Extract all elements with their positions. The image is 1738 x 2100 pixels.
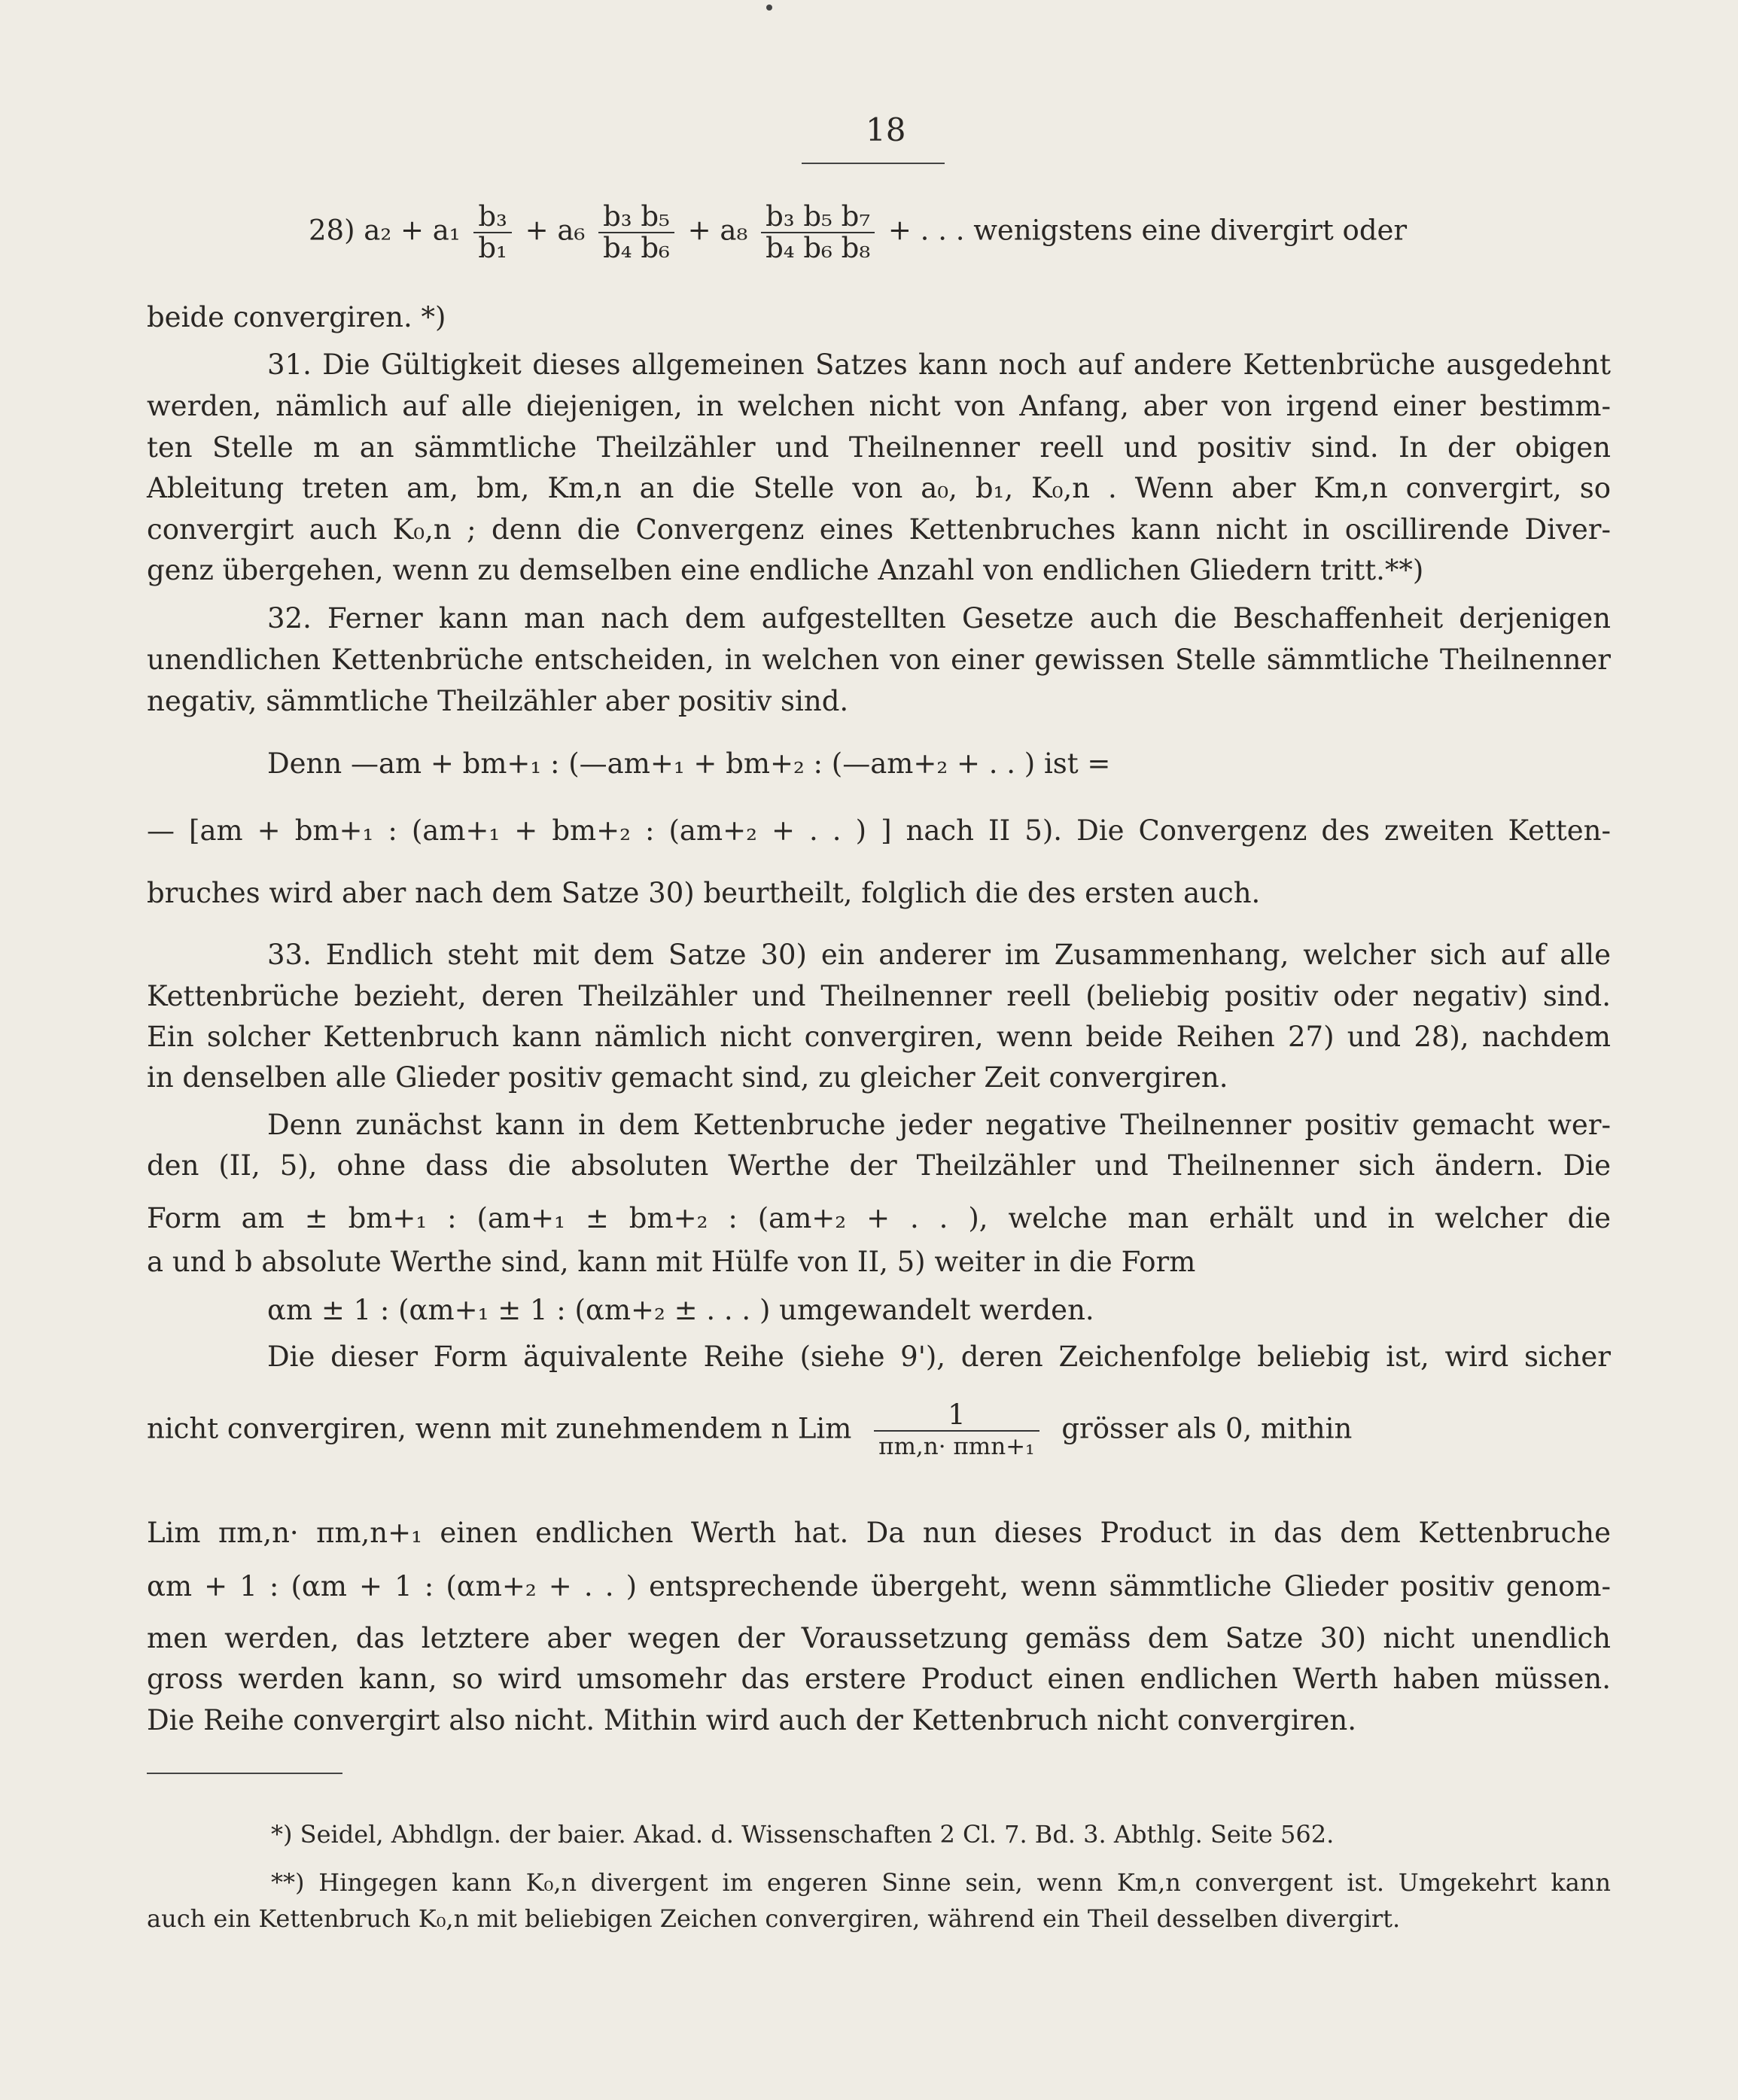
text-line: beide convergiren. *)	[147, 301, 446, 333]
equation-line: — [am + bm+₁ : (am+₁ + bm+₂ : (am+₂ + . . ) ] nach II 5). Die Convergenz des zweiten Ketten-	[147, 814, 1611, 847]
text-line: 31. Die Gültigkeit dieses allgemeinen Satzes kann noch auf andere Kettenbrüche ausgedehnt	[267, 348, 1611, 381]
text-line: αm + 1 : (αm + 1 : (αm+₂ + . . ) entsprechende übergeht, wenn sämmtliche Glieder positiv genom-	[147, 1570, 1611, 1602]
text-line: Die dieser Form äquivalente Reihe (siehe 9'), deren Zeichenfolge beliebig ist, wird sicher	[267, 1341, 1611, 1373]
eq-label: 28)	[309, 214, 355, 247]
equation-line: αm ± 1 : (αm+₁ ± 1 : (αm+₂ ± . . . ) umgewandelt werden.	[267, 1294, 1094, 1326]
fraction-1	[473, 202, 512, 263]
text-line: 33. Endlich steht mit dem Satze 30) ein anderer im Zusammenhang, welcher sich auf alle	[267, 939, 1611, 971]
fraction-1-den: b₁	[478, 232, 507, 264]
speck	[766, 5, 772, 11]
text-line: genz übergehen, wenn zu demselben eine endliche Anzahl von endlichen Gliedern tritt.**)	[147, 554, 1424, 586]
text-line: ten Stelle m an sämmtliche Theilzähler und Theilnenner reell und positiv sind. In der obigen	[147, 431, 1611, 464]
footnote: *) Seidel, Abhdlgn. der baier. Akad. d. Wissenschaften 2 Cl. 7. Bd. 3. Abthlg. Seite 562.	[271, 1820, 1335, 1849]
limit-fraction-den: πm,n· πmn+₁	[878, 1433, 1035, 1460]
footnote: **) Hingegen kann K₀,n divergent im engeren Sinne sein, wenn Km,n convergent ist. Umgekehrt kann	[271, 1868, 1611, 1897]
text-line: Ableitung treten am, bm, Km,n an die Stelle von a₀, b₁, K₀,n . Wenn aber Km,n convergirt, so	[147, 472, 1611, 504]
text-line: in denselben alle Glieder positiv gemacht sind, zu gleicher Zeit convergiren.	[147, 1061, 1228, 1094]
equation-line: Form am ± bm+₁ : (am+₁ ± bm+₂ : (am+₂ + . . ), welche man erhält und in welcher die	[147, 1202, 1611, 1234]
text-line: negativ, sämmtliche Theilzähler aber positiv sind.	[147, 685, 849, 717]
fraction-1-num: b₃	[473, 202, 512, 233]
fraction-2-den: b₄ b₆	[603, 232, 670, 264]
footnote-rule	[147, 1773, 342, 1774]
eq-term-3: + a₈	[687, 214, 748, 247]
page-number-rule	[802, 163, 945, 164]
text-line: convergirt auch K₀,n ; denn die Convergenz eines Kettenbruches kann nicht in oscillirende Diver-	[147, 513, 1611, 546]
fraction-2	[598, 202, 674, 263]
limit-fraction-num: 1	[874, 1400, 1039, 1432]
fraction-3-den: b₄ b₆ b₈	[766, 232, 871, 264]
fraction-3	[761, 202, 875, 263]
footnote: auch ein Kettenbruch K₀,n mit beliebigen Zeichen convergiren, während ein Theil desselben divergirt.	[147, 1904, 1401, 1933]
text-line: Ein solcher Kettenbruch kann nämlich nicht convergiren, wenn beide Reihen 27) und 28), nachdem	[147, 1021, 1611, 1053]
text-line: Die Reihe convergirt also nicht. Mithin wird auch der Kettenbruch nicht convergiren.	[147, 1704, 1356, 1736]
equation-line: Denn —am + bm+₁ : (—am+₁ + bm+₂ : (—am+₂ + . . ) ist =	[267, 747, 1111, 780]
text-line: a und b absolute Werthe sind, kann mit Hülfe von II, 5) weiter in die Form	[147, 1246, 1196, 1278]
text-line: werden, nämlich auf alle diejenigen, in welchen nicht von Anfang, aber von irgend einer bestimm-	[147, 390, 1611, 422]
text-line: 32. Ferner kann man nach dem aufgestellten Gesetze auch die Beschaffenheit derjenigen	[267, 602, 1611, 635]
limit-fraction	[874, 1400, 1039, 1462]
text-line: gross werden kann, so wird umsomehr das erstere Product einen endlichen Werth haben müssen.	[147, 1663, 1611, 1695]
text-line: Kettenbrüche bezieht, deren Theilzähler und Theilnenner reell (beliebig positiv oder negativ) sind.	[147, 980, 1611, 1012]
page-number: 18	[866, 111, 906, 148]
text-line: bruches wird aber nach dem Satze 30) beurtheilt, folglich die des ersten auch.	[147, 877, 1261, 909]
eq-term-1: a₂ + a₁	[364, 214, 461, 247]
equation-28	[309, 202, 1407, 263]
limit-pre: nicht convergiren, wenn mit zunehmendem n Lim	[147, 1412, 852, 1445]
text-line: Denn zunächst kann in dem Kettenbruche jeder negative Theilnenner positiv gemacht wer-	[267, 1109, 1611, 1141]
eq-tail: + . . . wenigstens eine divergirt oder	[887, 214, 1408, 247]
limit-post: grösser als 0, mithin	[1061, 1412, 1353, 1445]
limit-line	[147, 1400, 1352, 1462]
text-line: Lim πm,n· πm,n+₁ einen endlichen Werth hat. Da nun dieses Product in das dem Kettenbruche	[147, 1517, 1611, 1549]
text-line: unendlichen Kettenbrüche entscheiden, in welchen von einer gewissen Stelle sämmtliche Theilnenner	[147, 644, 1611, 676]
text-line: men werden, das letztere aber wegen der Voraussetzung gemäss dem Satze 30) nicht unendlich	[147, 1622, 1611, 1654]
eq-term-2: + a₆	[525, 214, 586, 247]
text-line: den (II, 5), ohne dass die absoluten Werthe der Theilzähler und Theilnenner sich ändern. Die	[147, 1149, 1611, 1182]
fraction-3-num: b₃ b₅ b₇	[761, 202, 875, 233]
fraction-2-num: b₃ b₅	[598, 202, 674, 233]
